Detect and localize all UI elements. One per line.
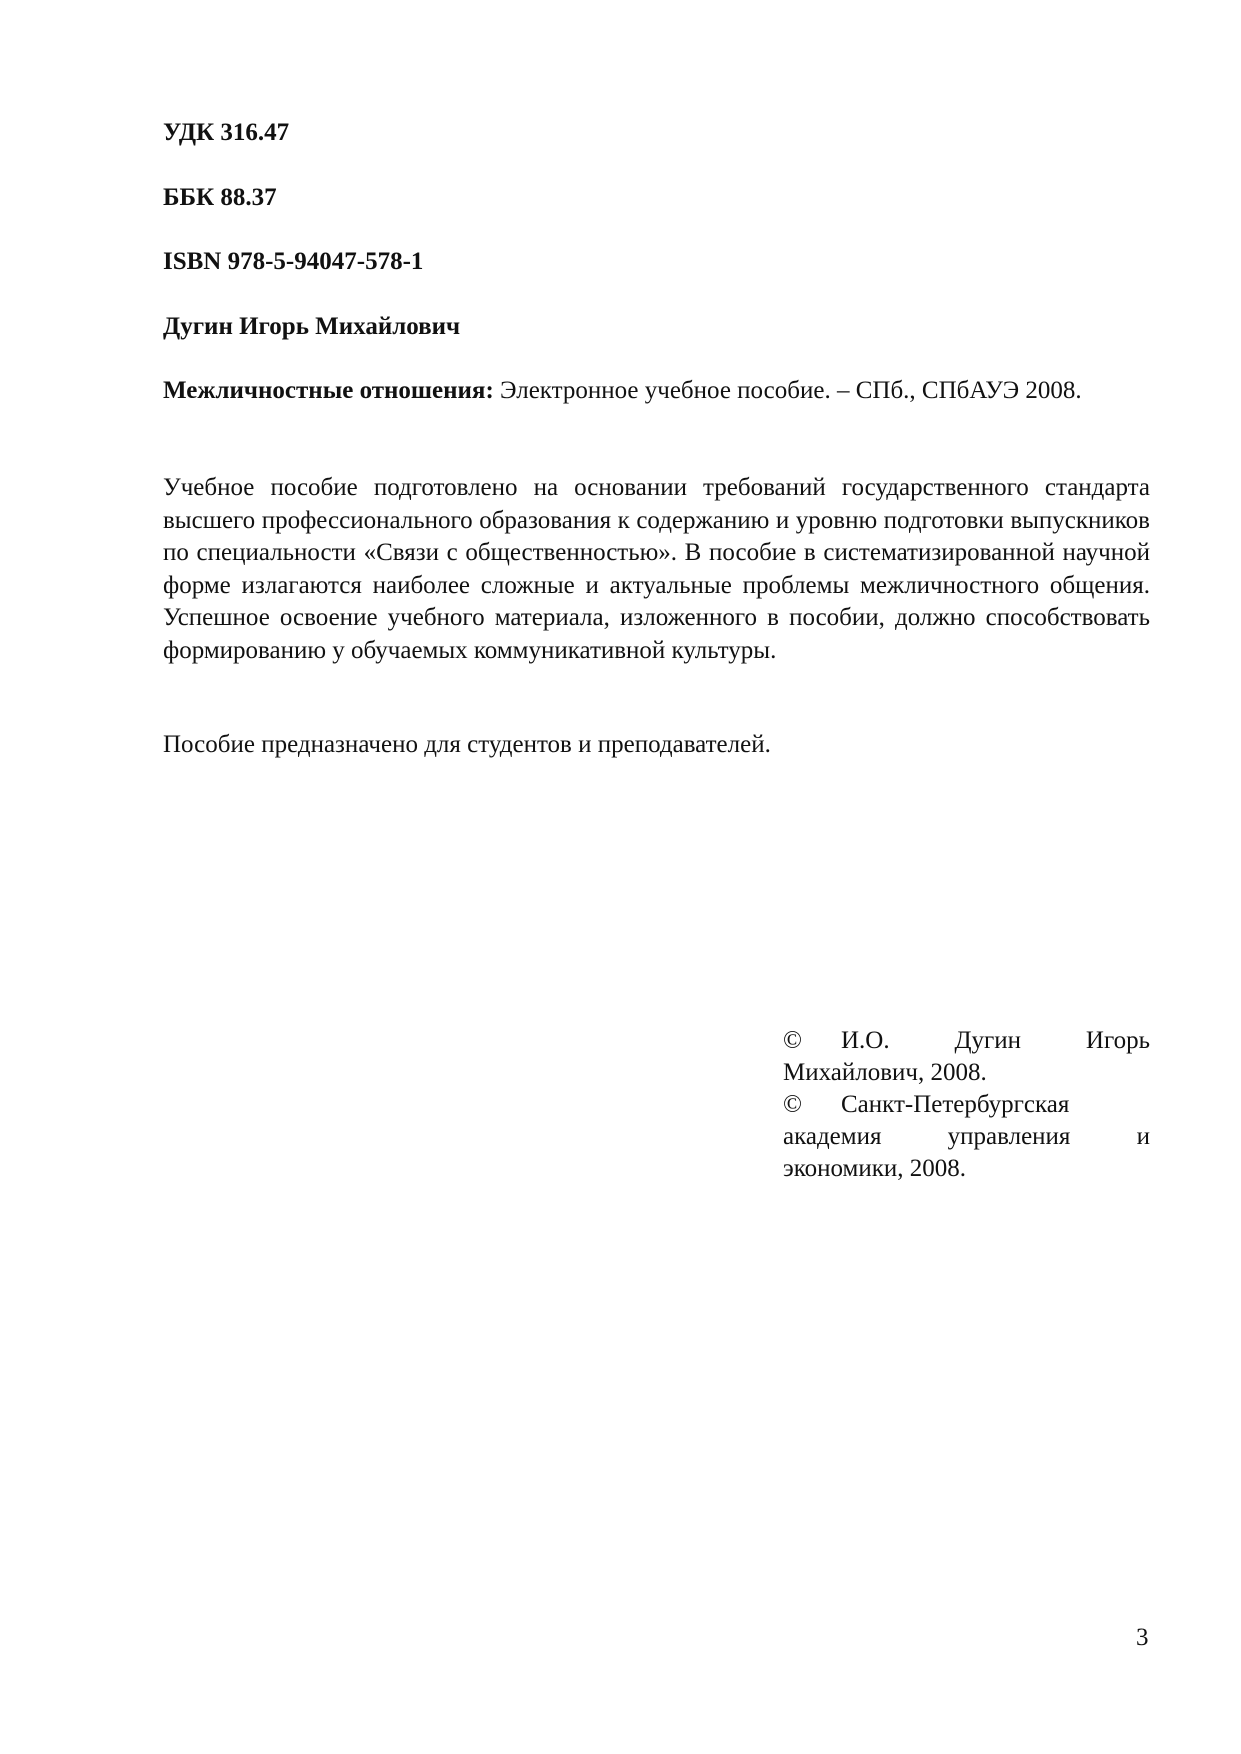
copyright-academy <box>783 1089 1150 1185</box>
book-title: Межличностные отношения: <box>163 377 494 404</box>
bbk-code: ББК 88.37 <box>163 184 277 211</box>
copyright-academy-text: Санкт-Петербургская академия управления и экономики, 2008. <box>783 1091 1150 1182</box>
audience-note: Пособие предназначено для студентов и преподавателей. <box>163 731 771 758</box>
copyright-symbol: © <box>783 1091 802 1118</box>
copyright-author-text: И.О. Дугин Игорь Михайлович, 2008. <box>783 1027 1150 1086</box>
book-details: Электронное учебное пособие. – СПб., СПбАУЭ 2008. <box>500 377 1082 404</box>
copyright-block <box>783 1025 1150 1185</box>
page-number: 3 <box>1136 1624 1149 1651</box>
author-name: Дугин Игорь Михайлович <box>163 313 461 340</box>
annotation-paragraph: Учебное пособие подготовлено на основании требований государственного стандарта высшего профессионального образования к содержанию и уровню подготовки выпускников по специальности «Связи с общественностью». В пособие в систематизированной научной форме излагаются наиболее сложные и актуальные проблемы межличностного общения. Успешное освоение учебного материала, изложенного в пособии, должно способствовать формированию у обучаемых коммуникативной культуры. <box>163 474 1150 664</box>
isbn-code: ISBN 978-5-94047-578-1 <box>163 248 424 275</box>
copyright-author <box>783 1025 1150 1089</box>
copyright-symbol: © <box>783 1027 802 1054</box>
bibliographic-description <box>163 375 1150 408</box>
udk-code: УДК 316.47 <box>163 119 290 146</box>
